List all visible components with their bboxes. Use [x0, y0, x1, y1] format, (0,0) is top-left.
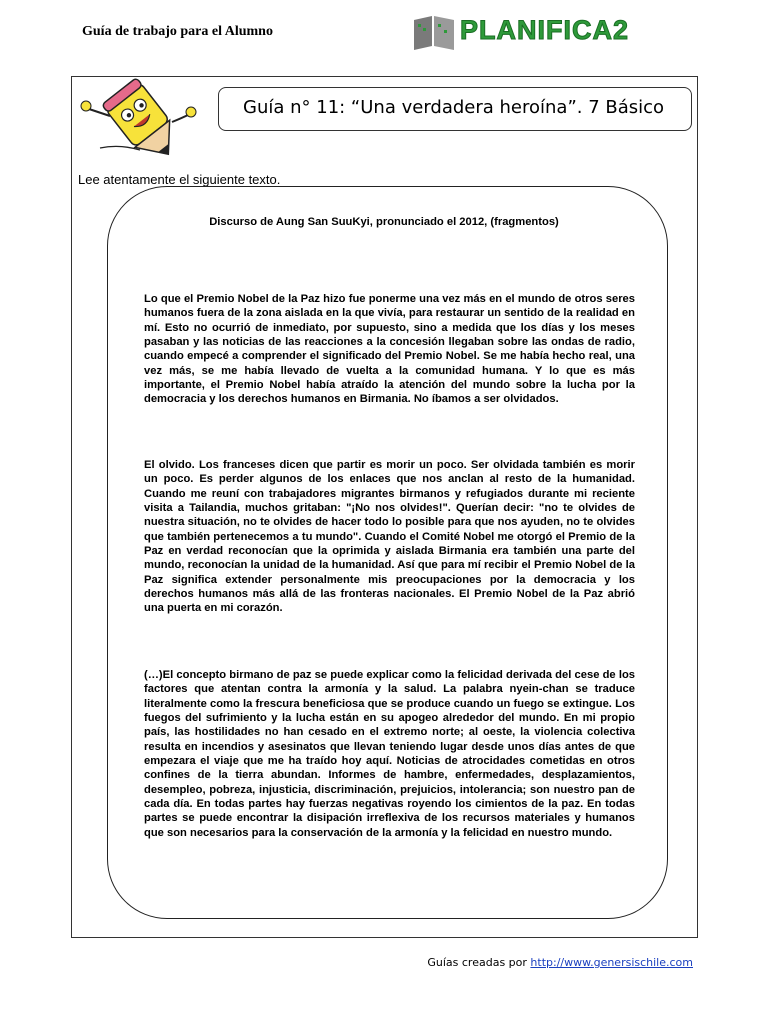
page-header-title: Guía de trabajo para el Alumno [82, 24, 273, 39]
planifica2-logo [410, 12, 650, 52]
speech-paragraph: Lo que el Premio Nobel de la Paz hizo fue ponerme una vez más en el mundo de otros seres humanos fuera de la zona aislada en la que vivía, para restaurar un sentido de la realidad en mí. Esto no ocurrió de inmediato, por supuesto, sino a medida que los días y los meses pasaban y las noticias de las reacciones a la concesión llegaban sobre las ondas de radio, cuando empecé a comprender el significado del Premio Nobel. Se me había hecho real, una vez más, se me había llevado de vuelta a la comunidad humana. Y lo que es más importante, el Premio Nobel había atraído la atención del mundo sobre la lucha por la democracia y los derechos humanos en Birmania. No íbamos a ser olvidados. [144, 293, 635, 406]
book-icon [410, 12, 458, 52]
guide-title: Guía n° 11: “Una verdadera heroína”. 7 Básico [243, 97, 665, 118]
footer-link[interactable]: http://www.genersischile.com [530, 956, 693, 969]
footer-credit [427, 956, 693, 969]
speech-paragraph: (…)El concepto birmano de paz se puede explicar como la felicidad derivada del cese de los factores que atentan contra la armonía y la salud. La palabra nyein-chan se traduce literalmente como la frescura beneficiosa que se produce cuando un fuego se extingue. Los fuegos del sufrimiento y la lucha están en su apogeo alrededor del mundo. En mi propio país, las hostilidades no han cesado en el extremo norte; al oeste, la violencia colectiva resulta en incendios y asesinatos que llevan teniendo lugar desde unos días antes de que empezara el viaje que me ha traído hoy aquí. Noticias de atrocidades cometidas en otros confines de la tierra abundan. Informes de hambre, enfermedades, desplazamientos, desempleo, pobreza, injusticia, discriminación, prejuicios, intolerancia; son nuestro pan de cada día. En todas partes hay fuerzas negativas royendo los cimientos de la paz. En todas partes se puede encontrar la disipación irreflexiva de los recursos materiales y humanos que son necesarios para la conservación de la armonía y la felicidad en nuestro mundo. [144, 669, 635, 839]
footer-prefix: Guías creadas por [427, 956, 531, 969]
instruction-text: Lee atentamente el siguiente texto. [78, 172, 281, 187]
logo-text: PLANIFICA2 [460, 15, 630, 45]
guide-title-box [218, 87, 692, 131]
pencil-mascot-icon [80, 78, 200, 160]
speech-paragraph: El olvido. Los franceses dicen que partir es morir un poco. Ser olvidada también es morir un poco. Es perder algunos de los enlaces que nos anclan al resto de la humanidad. Cuando me reuní con trabajadores migrantes birmanos y refugiados durante mi reciente visita a Tailandia, muchos gritaban: "¡No nos olvides!". Querían decir: "no te olvides de nuestra situación, no te olvides de hacer todo lo posible para que nos ayuden, no te olvides que también pertenecemos a tu mundo". Cuando el Comité Nobel me otorgó el Premio de la Paz en verdad reconocían que la oprimida y aislada Birmania era también una parte del mundo, reconocían la unidad de la humanidad. Así que para mí recibir el Premio Nobel de la Paz significa extender personalmente mis preocupaciones por la democracia y los derechos humanos más allá de las fronteras nacionales. El Premio Nobel de la Paz abrió una puerta en mi corazón. [144, 459, 635, 615]
speech-heading: Discurso de Aung San SuuKyi, pronunciado el 2012, (fragmentos) [209, 216, 559, 228]
